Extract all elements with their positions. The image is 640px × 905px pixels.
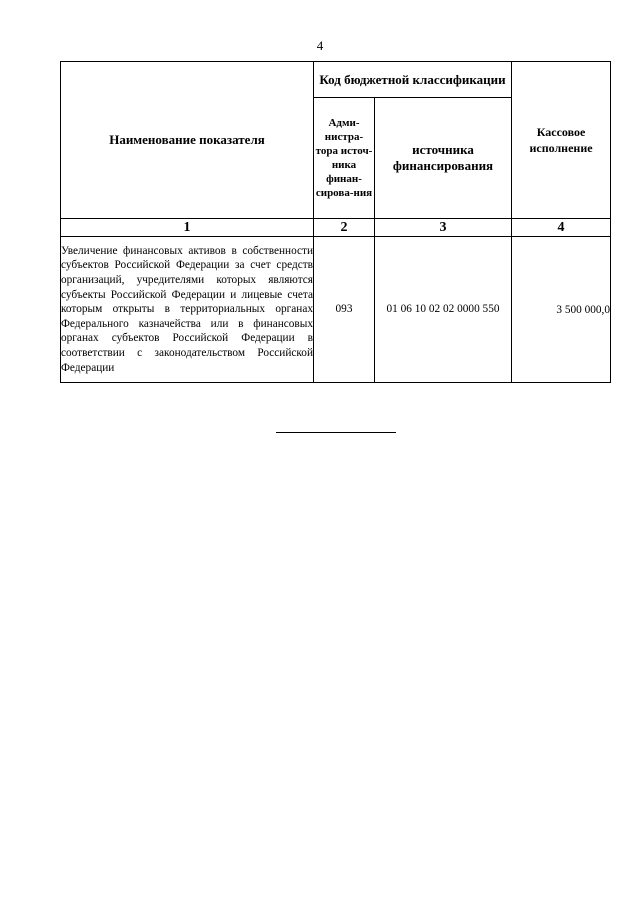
row-indicator-name: Увеличение финансовых активов в собственности субъектов Российской Федерации за счет средств организаций, учредителями которых являются субъекты Российской Федерации и лицевые счета которым открыты в территориальных органах Федерального казначейства или в финансовых органах субъектов Российской Федерации в соответствии с законодательством Российской Федерации	[61, 237, 314, 383]
page-number: 4	[316, 38, 324, 53]
row-source-code: 01 06 10 02 02 0000 550	[375, 237, 512, 383]
header-row-1	[61, 62, 611, 98]
header-source: источника финансирования	[375, 98, 512, 219]
column-numbers-row	[61, 219, 611, 237]
column-number-1: 1	[61, 219, 314, 237]
table-row	[61, 237, 611, 383]
column-number-4: 4	[512, 219, 611, 237]
financing-sources-table	[60, 61, 611, 383]
header-indicator-name: Наименование показателя	[61, 62, 314, 219]
header-cash-execution: Кассовое исполнение	[512, 62, 611, 219]
header-administrator: Адми-нистра-тора источ-ника финан-сирова-ния	[314, 98, 375, 219]
column-number-3: 3	[375, 219, 512, 237]
footer-separator-line	[276, 432, 396, 433]
column-number-2: 2	[314, 219, 375, 237]
header-budget-code: Код бюджетной классификации	[314, 62, 512, 98]
row-cash-amount: 3 500 000,0	[512, 237, 611, 383]
row-admin-code: 093	[314, 237, 375, 383]
